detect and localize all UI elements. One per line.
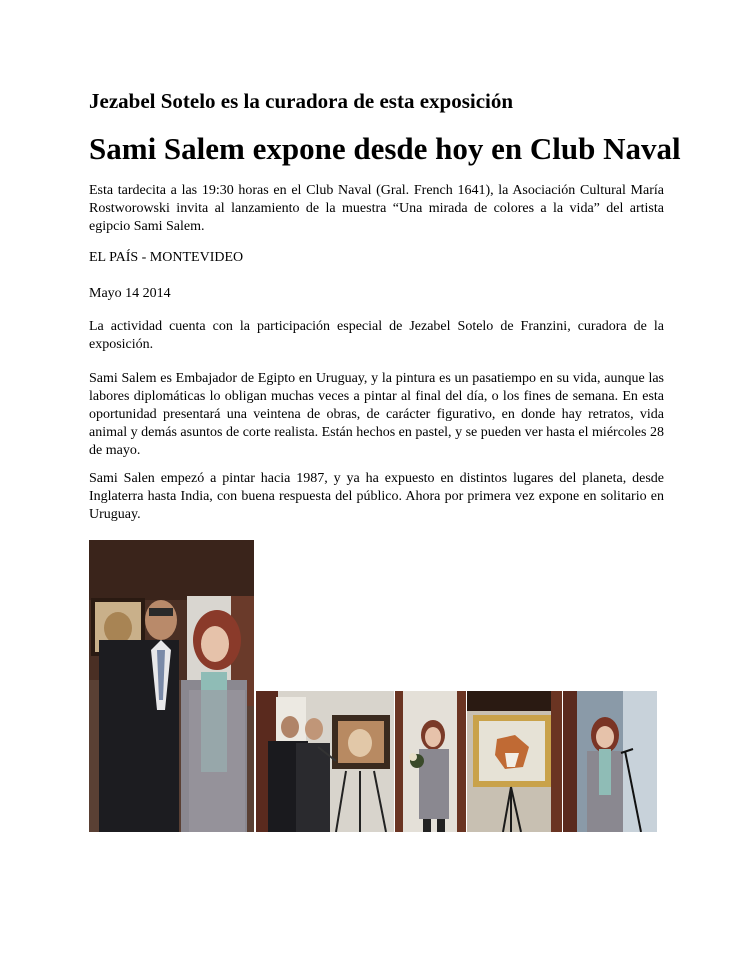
article-paragraph: La actividad cuenta con la participación especial de Jezabel Sotelo de Franzini, curadora de la exposición. — [89, 319, 664, 352]
article-lead: Esta tardecita a las 19:30 horas en el Club Naval (Gral. French 1641), la Asociación Cultural María Rostworowski invita al lanzamiento de la muestra “Una mirada de colores a la vida” del artista egipcio Sami Salem. — [89, 183, 664, 234]
photo-curator-flowers — [395, 691, 466, 832]
article-date: Mayo 14 2014 — [89, 286, 171, 301]
photo-fox-painting — [467, 691, 562, 832]
photo-speech-podium — [256, 691, 394, 832]
article-kicker: Jezabel Sotelo es la curadora de esta exposición — [89, 89, 514, 113]
photo-artist-and-curator — [89, 540, 254, 832]
photo-curator-microphone — [563, 691, 657, 832]
article-paragraph: Sami Salem es Embajador de Egipto en Uruguay, y la pintura es un pasatiempo en su vida, aunque las labores diplomáticas lo obligan muchas veces a pintar al final del día, o los fines de semana. En esta oportunidad presentará una veintena de obras, de carácter figurativo, en donde hay retratos, vida animal y demás asuntos de corte realista. Están hechos en pastel, y se pueden ver hasta el miércoles 28 de mayo. — [89, 371, 664, 458]
article-byline: EL PAÍS - MONTEVIDEO — [89, 250, 244, 265]
article-headline: Sami Salem expone desde hoy en Club Naval — [89, 131, 681, 166]
article-paragraph: Sami Salen empezó a pintar hacia 1987, y ya ha expuesto en distintos lugares del planeta, desde Inglaterra hasta India, con buena respuesta del público. Ahora por primera vez expone en solitario en Uruguay. — [89, 471, 664, 522]
